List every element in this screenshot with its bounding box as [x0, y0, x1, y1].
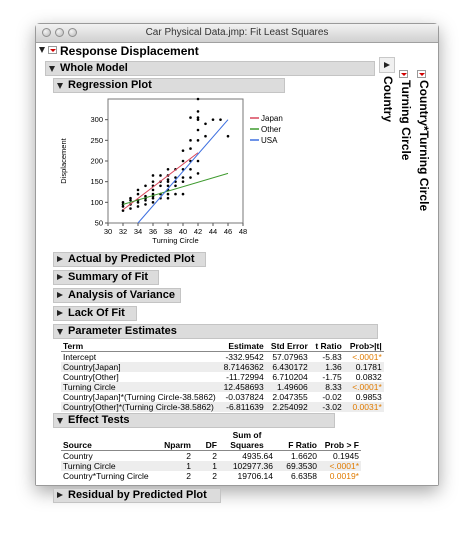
y-tick-label: 250 — [90, 135, 103, 145]
data-point — [167, 168, 170, 171]
analysis-of-variance-header[interactable] — [53, 288, 181, 303]
column-header[interactable]: Squares — [219, 440, 275, 451]
data-point — [122, 201, 125, 204]
column-header[interactable]: Source — [61, 440, 157, 451]
p-value-cell: 0.0031* — [352, 402, 382, 412]
column-header[interactable]: Prob > F — [319, 440, 361, 451]
std-error-cell: 57.07963 — [272, 352, 308, 362]
table-row — [61, 451, 361, 462]
f-ratio-cell: 69.3530 — [286, 461, 317, 471]
regression-plot-chart — [58, 96, 288, 246]
data-point — [197, 160, 200, 163]
term-cell: Intercept — [63, 352, 97, 362]
actual-by-predicted-header[interactable] — [53, 252, 206, 267]
data-point — [159, 185, 162, 188]
data-point — [204, 135, 207, 138]
sum-of-squares-cell: 102977.36 — [232, 461, 273, 471]
data-point — [182, 160, 185, 163]
disclosure-closed-icon[interactable] — [57, 310, 63, 316]
red-triangle-menu-icon[interactable] — [399, 70, 408, 78]
legend-label[interactable]: Japan — [261, 114, 283, 123]
data-point — [152, 180, 155, 183]
whole-model-header[interactable] — [45, 61, 375, 76]
data-point — [137, 205, 140, 208]
data-point — [189, 176, 192, 179]
source-cell: Country*Turning Circle — [63, 471, 149, 481]
response-title[interactable]: Response Displacement — [60, 44, 199, 58]
data-point — [152, 174, 155, 177]
y-tick-label: 100 — [90, 197, 103, 207]
x-tick-label: 40 — [178, 227, 188, 236]
side-panel-country-turning-circle[interactable]: Country*Turning Circle — [417, 80, 431, 212]
p-value-cell: <.0001* — [329, 461, 359, 471]
table-header-row — [61, 341, 384, 352]
summary-of-fit-header[interactable] — [53, 270, 159, 285]
data-point — [197, 116, 200, 119]
column-header[interactable]: Term — [61, 341, 218, 352]
p-value-cell: <.0001* — [352, 382, 382, 392]
column-header[interactable]: Prob>|t| — [344, 341, 384, 352]
data-point — [129, 197, 132, 200]
disclosure-closed-icon[interactable] — [384, 62, 390, 68]
data-point — [129, 207, 132, 210]
table-row — [61, 372, 384, 382]
t-ratio-cell: -0.02 — [322, 392, 342, 402]
source-cell: Country — [63, 451, 93, 461]
data-point — [167, 197, 170, 200]
sum-of-squares-cell: 4935.64 — [242, 451, 273, 461]
regression-plot-label: Regression Plot — [68, 79, 152, 91]
data-point — [174, 185, 177, 188]
data-point — [137, 189, 140, 192]
data-point — [197, 172, 200, 175]
regression-plot-header[interactable] — [53, 78, 285, 93]
data-point — [167, 178, 170, 181]
column-header[interactable]: DF — [193, 440, 219, 451]
data-point — [182, 149, 185, 152]
term-cell: Country[Japan]*(Turning Circle-38.5862) — [63, 392, 216, 402]
estimate-cell: -332.9542 — [225, 352, 264, 362]
effect-tests-table — [61, 430, 361, 481]
disclosure-closed-icon[interactable] — [57, 256, 63, 262]
summary-of-fit-label: Summary of Fit — [68, 271, 149, 283]
data-point — [167, 193, 170, 196]
parameter-estimates-label: Parameter Estimates — [68, 325, 177, 337]
analysis-of-variance-label: Analysis of Variance — [68, 289, 175, 301]
nparm-cell: 2 — [186, 451, 191, 461]
data-point — [197, 139, 200, 142]
title-bar — [36, 24, 438, 43]
y-tick-label: 200 — [90, 156, 103, 166]
data-point — [197, 110, 200, 113]
data-point — [227, 135, 230, 138]
parameter-estimates-table — [61, 341, 384, 412]
y-axis-label: Displacement — [59, 138, 68, 184]
term-cell: Turning Circle — [63, 382, 116, 392]
t-ratio-cell: 8.33 — [325, 382, 342, 392]
x-tick-label: 42 — [193, 227, 203, 236]
f-ratio-cell: 1.6620 — [291, 451, 317, 461]
column-header[interactable]: Std Error — [266, 341, 310, 352]
disclosure-open-icon[interactable] — [49, 66, 55, 72]
estimate-cell: -0.037824 — [225, 392, 264, 402]
sum-of-squares-cell: 19706.14 — [237, 471, 273, 481]
data-point — [137, 193, 140, 196]
column-header: Sum of — [232, 430, 262, 440]
y-tick-label: 150 — [90, 177, 103, 187]
std-error-cell: 6.710204 — [272, 372, 308, 382]
estimate-cell: 8.7146362 — [223, 362, 264, 372]
std-error-cell: 1.49606 — [277, 382, 308, 392]
data-point — [159, 174, 162, 177]
column-header[interactable]: F Ratio — [275, 440, 319, 451]
y-tick-label: 300 — [90, 115, 103, 125]
estimate-cell: -11.72994 — [226, 372, 264, 382]
x-tick-label: 38 — [163, 227, 173, 236]
y-tick-label: 50 — [94, 218, 103, 228]
term-cell: Country[Other]*(Turning Circle-38.5862) — [63, 402, 214, 412]
effect-tests-body — [61, 451, 361, 482]
data-point — [189, 116, 192, 119]
column-header[interactable]: Nparm — [157, 440, 193, 451]
t-ratio-cell: -1.75 — [322, 372, 342, 382]
df-cell: 1 — [212, 461, 217, 471]
window-title: Car Physical Data.jmp: Fit Least Squares — [145, 27, 329, 38]
legend-label[interactable]: Other — [261, 125, 282, 134]
data-point — [174, 193, 177, 196]
side-panel-country[interactable]: Country — [381, 76, 395, 122]
data-point — [152, 189, 155, 192]
x-axis-label: Turning Circle — [152, 236, 199, 245]
x-tick-label: 44 — [208, 227, 218, 236]
table-row — [61, 382, 384, 392]
t-ratio-cell: -5.83 — [322, 352, 342, 362]
data-point — [167, 185, 170, 188]
term-cell: Country[Japan] — [63, 362, 121, 372]
estimate-cell: 12.458693 — [223, 382, 264, 392]
source-cell: Turning Circle — [63, 461, 116, 471]
data-point — [182, 193, 185, 196]
term-cell: Country[Other] — [63, 372, 119, 382]
df-cell: 2 — [212, 451, 217, 461]
side-panel-country-toggle[interactable] — [379, 57, 395, 73]
disclosure-closed-icon[interactable] — [57, 274, 63, 280]
p-value-cell: <.0001* — [352, 352, 382, 362]
data-point — [197, 129, 200, 132]
effect-tests-label: Effect Tests — [68, 414, 130, 426]
data-point — [144, 203, 147, 206]
x-tick-label: 46 — [223, 227, 233, 236]
data-point — [189, 147, 192, 150]
actual-by-predicted-label: Actual by Predicted Plot — [68, 253, 195, 265]
effect-tests-header[interactable] — [53, 413, 335, 428]
p-value-cell: 0.9853 — [355, 392, 382, 402]
disclosure-closed-icon[interactable] — [57, 292, 63, 298]
disclosure-open-icon[interactable] — [57, 329, 63, 335]
table-row — [61, 471, 361, 481]
table-row — [61, 362, 384, 372]
data-point — [189, 168, 192, 171]
data-point — [189, 139, 192, 142]
x-tick-label: 32 — [118, 227, 128, 236]
table-header-row-top — [61, 430, 361, 440]
f-ratio-cell: 6.6358 — [291, 471, 317, 481]
legend-label[interactable]: USA — [261, 136, 278, 145]
x-tick-label: 30 — [103, 227, 113, 236]
side-panel-turning-circle[interactable]: Turning Circle — [399, 80, 413, 161]
data-point — [204, 123, 207, 126]
nparm-cell: 1 — [186, 461, 191, 471]
x-tick-label: 36 — [148, 227, 158, 236]
report-window — [35, 23, 439, 501]
t-ratio-cell: -3.02 — [322, 402, 342, 412]
table-header-row — [61, 440, 361, 451]
disclosure-open-icon[interactable] — [57, 418, 63, 424]
data-point — [152, 201, 155, 204]
nparm-cell: 2 — [186, 471, 191, 481]
estimate-cell: -6.811639 — [226, 402, 264, 412]
plot-area — [108, 99, 243, 223]
table-row — [61, 461, 361, 471]
lack-of-fit-header[interactable] — [53, 306, 137, 321]
residual-by-predicted-header[interactable] — [53, 488, 221, 503]
table-row — [61, 352, 384, 363]
std-error-cell: 2.254092 — [272, 402, 308, 412]
disclosure-open-icon[interactable] — [57, 83, 63, 89]
report-content — [36, 43, 438, 501]
data-point — [182, 176, 185, 179]
parameter-estimates-header[interactable] — [53, 324, 378, 339]
p-value-cell: 0.1781 — [355, 362, 382, 372]
x-tick-label: 34 — [133, 227, 143, 236]
whole-model-label: Whole Model — [60, 62, 128, 74]
data-point — [212, 118, 215, 121]
red-triangle-menu-icon[interactable] — [417, 70, 426, 78]
t-ratio-cell: 1.36 — [325, 362, 342, 372]
data-point — [219, 118, 222, 121]
p-value-cell: 0.0832 — [355, 372, 382, 382]
column-header[interactable]: t Ratio — [310, 341, 344, 352]
data-point — [144, 185, 147, 188]
data-point — [197, 98, 200, 101]
x-tick-label: 48 — [238, 227, 248, 236]
std-error-cell: 6.430172 — [272, 362, 308, 372]
data-point — [182, 180, 185, 183]
disclosure-closed-icon[interactable] — [57, 492, 63, 498]
red-triangle-menu-icon[interactable] — [48, 46, 57, 54]
p-value-cell: 0.1945 — [333, 451, 359, 461]
disclosure-open-icon[interactable] — [39, 47, 45, 53]
std-error-cell: 2.047355 — [272, 392, 308, 402]
table-row — [61, 402, 384, 412]
df-cell: 2 — [212, 471, 217, 481]
table-row — [61, 392, 384, 402]
column-header[interactable]: Estimate — [218, 341, 266, 352]
residual-by-predicted-label: Residual by Predicted Plot — [68, 489, 207, 501]
parameter-estimates-body — [61, 352, 384, 413]
p-value-cell: 0.0019* — [329, 471, 359, 481]
lack-of-fit-label: Lack Of Fit — [68, 307, 125, 319]
